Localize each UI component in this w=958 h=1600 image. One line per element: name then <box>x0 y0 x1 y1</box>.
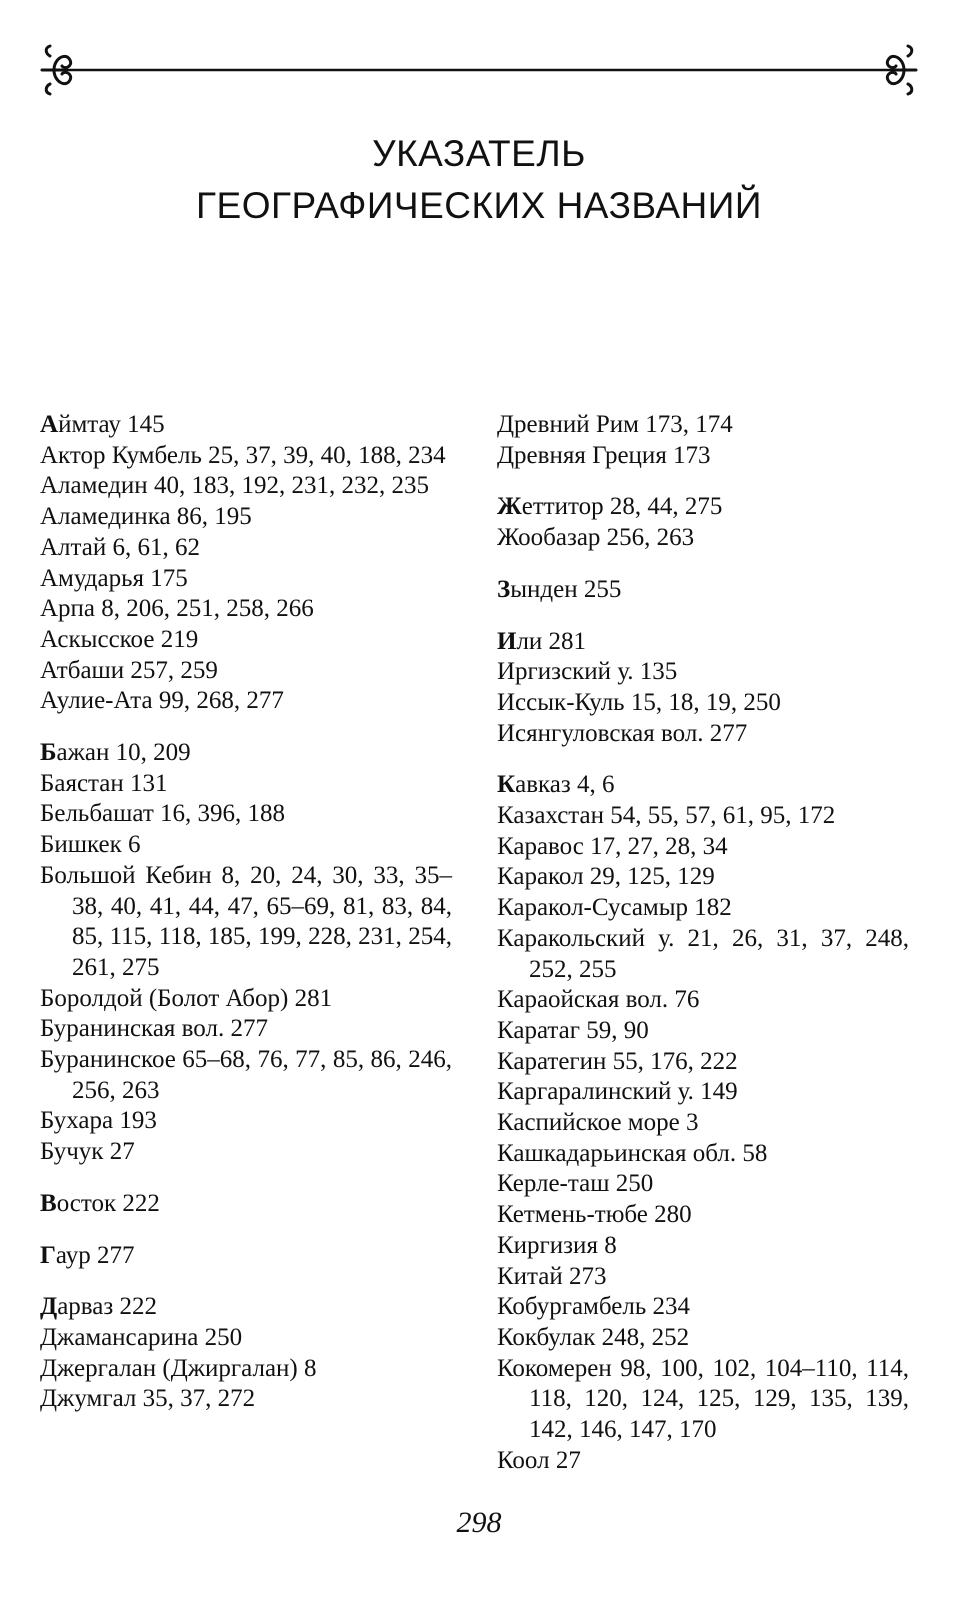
index-entry: Джамансарина 250 <box>40 1323 243 1351</box>
index-entry: Арпа 8, 206, 251, 258, 266 <box>40 595 314 623</box>
title-line-2: ГЕОГРАФИЧЕСКИХ НАЗВАНИЙ <box>196 185 762 226</box>
index-entry: Актор Кумбель 25, 37, 39, 40, 188, 234 <box>40 441 446 469</box>
index-entry: Бишкек 6 <box>40 831 141 859</box>
index-entry: Аймтау 145 <box>40 411 165 438</box>
index-entry: Иргизский у. 135 <box>497 658 678 686</box>
index-entry: Каспийское море 3 <box>497 1109 699 1137</box>
index-entry: Аламедин 40, 183, 192, 231, 232, 235 <box>40 472 429 500</box>
index-entry: Гаур 277 <box>40 1241 135 1269</box>
page-title <box>0 128 958 232</box>
index-entry: Буранинское 65–68, 76, 77, 85, 86, 246, 256, 263 <box>40 1046 452 1104</box>
index-entry: Зынден 255 <box>497 575 622 603</box>
index-entry: Древний Рим 173, 174 <box>497 411 733 438</box>
letter-group-initial: И <box>497 627 517 655</box>
index-entry: Каратаг 59, 90 <box>497 1016 649 1044</box>
index-entry: Исянгуловская вол. 277 <box>497 719 748 747</box>
page-number: 298 <box>456 1506 502 1539</box>
index-entry: Буранинская вол. 277 <box>40 1015 268 1043</box>
index-entry: Бучук 27 <box>40 1138 135 1166</box>
index-entry: Каракол-Сусамыр 182 <box>497 894 732 922</box>
index-entry: Амударья 175 <box>40 564 188 592</box>
index-entry: Кетмень-тюбе 280 <box>497 1201 692 1229</box>
index-entry: Большой Кебин 8, 20, 24, 30, 33, 35–38, 40, 41, 44, 47, 65–69, 81, 83, 84, 85, 115, 118, 185, 199, 228, 231, 254, 261, 275 <box>40 861 452 981</box>
index-entry: Аламединка 86, 195 <box>40 503 252 531</box>
index-entry: Древняя Греция 173 <box>497 441 711 469</box>
index-entry: Каргаралинский у. 149 <box>497 1078 738 1106</box>
index-entry: Атбаши 257, 259 <box>40 656 218 684</box>
index-entry: Казахстан 54, 55, 57, 61, 95, 172 <box>497 802 836 830</box>
index-entry: Кавказ 4, 6 <box>497 771 615 799</box>
header-ornament <box>40 44 918 104</box>
index-entry: Дарваз 222 <box>40 1293 157 1321</box>
index-entry: Киргизия 8 <box>497 1231 617 1259</box>
index-entry: Аулие-Ата 99, 268, 277 <box>40 687 284 715</box>
letter-group-initial: Д <box>40 1293 58 1321</box>
index-entry: Коол 27 <box>497 1446 581 1474</box>
title-line-1: УКАЗАТЕЛЬ <box>372 133 586 174</box>
index-entry: Каравос 17, 27, 28, 34 <box>497 832 728 860</box>
index-entry: Каратегин 55, 176, 222 <box>497 1047 738 1075</box>
index-entry: Аскысское 219 <box>40 625 199 653</box>
index-entry: Джумгал 35, 37, 272 <box>40 1385 256 1413</box>
index-column-left <box>40 410 452 1415</box>
letter-group-initial: Г <box>40 1241 56 1269</box>
letter-group-initial: Ж <box>497 493 522 521</box>
index-entry: Кобургамбель 234 <box>497 1293 690 1321</box>
index-entry: Каракол 29, 125, 129 <box>497 863 715 891</box>
letter-group-initial: К <box>497 771 516 799</box>
index-column-right <box>497 410 909 1477</box>
index-entry: Боролдой (Болот Абор) 281 <box>40 984 333 1012</box>
index-entry: Жообазар 256, 263 <box>497 524 695 552</box>
index-entry: Бельбашат 16, 396, 188 <box>40 800 286 828</box>
index-entry: Кокбулак 248, 252 <box>497 1323 690 1351</box>
letter-group-initial: А <box>40 411 59 438</box>
index-entry: Жеттитор 28, 44, 275 <box>497 493 723 521</box>
letter-group-initial: З <box>497 575 511 603</box>
index-entry: Бухара 193 <box>40 1107 157 1135</box>
index-entry: Алтай 6, 61, 62 <box>40 533 200 561</box>
index-entry: Джергалан (Джиргалан) 8 <box>40 1354 317 1382</box>
index-entry: Китай 273 <box>497 1262 607 1290</box>
index-entry: Бажан 10, 209 <box>40 739 191 767</box>
index-entry: Кашкадарьинская обл. 58 <box>497 1139 768 1167</box>
index-entry: Восток 222 <box>40 1189 160 1217</box>
index-entry: Баястан 131 <box>40 769 168 797</box>
index-entry: Караойская вол. 76 <box>497 986 700 1014</box>
letter-group-initial: Б <box>40 739 57 767</box>
index-entry: Каракольский у. 21, 26, 31, 37, 248, 252, 255 <box>497 924 909 983</box>
letter-group-initial: В <box>40 1189 57 1217</box>
index-entry: Или 281 <box>497 627 587 655</box>
index-entry: Кокомерен 98, 100, 102, 104–110, 114, 118, 120, 124, 125, 129, 135, 139, 142, 146, 147, 170 <box>497 1354 909 1444</box>
index-entry: Иссык-Куль 15, 18, 19, 250 <box>497 688 781 716</box>
index-entry: Керле-таш 250 <box>497 1170 654 1198</box>
